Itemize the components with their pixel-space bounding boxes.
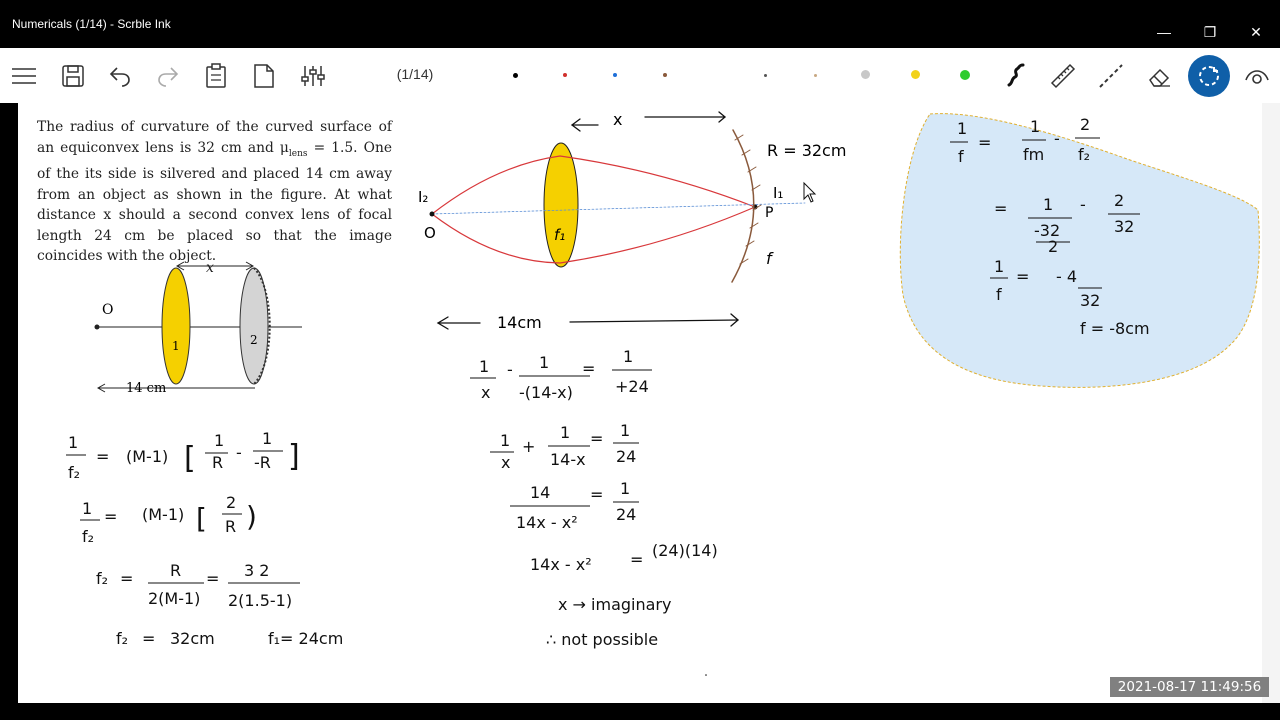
svg-text:=: = — [994, 199, 1008, 218]
left-equations — [66, 429, 343, 648]
svg-text:32cm: 32cm — [170, 629, 215, 648]
svg-text:=: = — [582, 359, 596, 378]
svg-text:2: 2 — [1048, 237, 1059, 256]
svg-text:24: 24 — [616, 447, 637, 466]
svg-text:=: = — [104, 507, 118, 526]
svg-text:f₂: f₂ — [1078, 145, 1091, 164]
svg-text:f: f — [766, 249, 772, 268]
label-lens-2: 2 — [250, 333, 258, 347]
svg-text:(24)(14): (24)(14) — [652, 541, 718, 560]
svg-text:I₁: I₁ — [773, 184, 784, 202]
page-indicator: (1/14) — [396, 66, 434, 82]
timestamp-overlay: 2021-08-17 11:49:56 — [1110, 677, 1269, 697]
close-button[interactable]: ✕ — [1250, 24, 1262, 40]
restore-button[interactable]: ❐ — [1203, 24, 1217, 40]
svg-text:2(M-1): 2(M-1) — [148, 589, 201, 608]
svg-text:f₁= 24cm: f₁= 24cm — [268, 629, 344, 648]
svg-text:2: 2 — [226, 493, 237, 512]
svg-text:-: - — [1054, 129, 1060, 148]
svg-text:[: [ — [196, 502, 207, 535]
svg-text:=: = — [96, 447, 110, 466]
svg-text:1: 1 — [500, 431, 511, 450]
svg-text:x: x — [481, 383, 491, 402]
svg-text:f: f — [996, 285, 1002, 304]
svg-text:1: 1 — [479, 357, 490, 376]
svg-text:fm: fm — [1023, 145, 1045, 164]
svg-text:32: 32 — [1114, 217, 1135, 236]
svg-text:=: = — [590, 429, 604, 448]
svg-text:2: 2 — [1080, 115, 1091, 134]
svg-text:(M-1): (M-1) — [126, 447, 169, 466]
svg-text:1: 1 — [262, 429, 273, 448]
svg-text:f₁: f₁ — [554, 226, 566, 244]
label-o: O — [102, 302, 114, 318]
svg-text:-: - — [1080, 195, 1086, 214]
svg-text:1: 1 — [539, 353, 550, 372]
svg-text:1: 1 — [68, 433, 79, 452]
svg-text:∴ not possible: ∴ not possible — [546, 630, 659, 649]
svg-text:P: P — [765, 205, 774, 221]
window-title: Numericals (1/14) - Scrble Ink — [12, 17, 171, 31]
label-lens-1: 1 — [172, 339, 180, 353]
svg-text:I₂: I₂ — [418, 188, 429, 206]
svg-text:1: 1 — [560, 423, 571, 442]
svg-text:3 2: 3 2 — [244, 561, 270, 580]
svg-text:14x - x²: 14x - x² — [516, 513, 578, 532]
middle-equations — [470, 347, 718, 676]
svg-text:24: 24 — [616, 505, 637, 524]
svg-text:[: [ — [184, 441, 196, 476]
svg-text:f₂: f₂ — [116, 629, 129, 648]
label-14cm: 14 cm — [126, 381, 167, 396]
svg-text:1: 1 — [957, 119, 968, 138]
svg-text:1: 1 — [1043, 195, 1054, 214]
svg-text:-R: -R — [254, 453, 271, 472]
svg-text:+: + — [522, 437, 536, 456]
svg-text:f₂: f₂ — [68, 463, 81, 482]
svg-text:R: R — [170, 561, 182, 580]
svg-text:=: = — [630, 550, 644, 569]
svg-text:1: 1 — [623, 347, 634, 366]
svg-text:=: = — [206, 569, 220, 588]
svg-text:R: R — [212, 453, 224, 472]
svg-text:f₂: f₂ — [82, 527, 95, 546]
label-x: x — [206, 260, 214, 276]
svg-text:x → imaginary: x → imaginary — [558, 595, 672, 614]
svg-text:1: 1 — [214, 431, 225, 450]
svg-text:14: 14 — [530, 483, 551, 502]
svg-text:(M-1): (M-1) — [142, 505, 185, 524]
svg-text:14-x: 14-x — [550, 450, 586, 469]
svg-text:2: 2 — [1114, 191, 1125, 210]
mirror-diagram — [418, 110, 846, 332]
svg-text:-(14-x): -(14-x) — [519, 383, 573, 402]
svg-text:1: 1 — [994, 257, 1005, 276]
svg-text:-32: -32 — [1034, 221, 1061, 240]
svg-text:f₂: f₂ — [96, 569, 109, 588]
svg-text:-: - — [236, 443, 242, 462]
svg-text:x: x — [613, 110, 623, 129]
svg-text:f = -8cm: f = -8cm — [1080, 319, 1150, 338]
svg-text:=: = — [590, 485, 604, 504]
svg-text:x: x — [501, 453, 511, 472]
svg-text:O: O — [424, 224, 436, 242]
svg-text:=: = — [120, 569, 134, 588]
svg-text:-: - — [507, 360, 513, 379]
svg-text:=: = — [142, 629, 156, 648]
svg-text:1: 1 — [620, 479, 631, 498]
svg-text:R: R — [225, 517, 237, 536]
svg-text:14cm: 14cm — [497, 313, 542, 332]
svg-text:f: f — [958, 147, 964, 166]
svg-text:1: 1 — [620, 421, 631, 440]
svg-text:=: = — [1016, 267, 1030, 286]
svg-text:32: 32 — [1080, 291, 1101, 310]
minimize-button[interactable]: — — [1157, 24, 1171, 40]
svg-text:]: ] — [288, 439, 300, 474]
mouse-cursor-icon — [804, 183, 815, 202]
svg-text:=: = — [978, 133, 992, 152]
svg-text:1: 1 — [82, 499, 93, 518]
svg-text:2(1.5-1): 2(1.5-1) — [228, 591, 293, 610]
svg-text:- 4: - 4 — [1056, 267, 1078, 286]
svg-text:1: 1 — [1030, 117, 1041, 136]
svg-text:R = 32cm: R = 32cm — [767, 141, 847, 160]
svg-text:): ) — [246, 500, 257, 533]
svg-text:+24: +24 — [615, 377, 649, 396]
problem-statement: The radius of curvature of the curved surface of an equiconvex lens is 32 cm and $\mu_{lens} = 1.5$. One of the its side is silvered and placed 14 cm away from an object as shown in the figure. At what distance x should a second convex lens of focal length 24 cm be placed so that the image coincides with the object. — [37, 119, 393, 265]
lens-figure — [95, 260, 303, 396]
svg-text:14x - x²: 14x - x² — [530, 555, 592, 574]
